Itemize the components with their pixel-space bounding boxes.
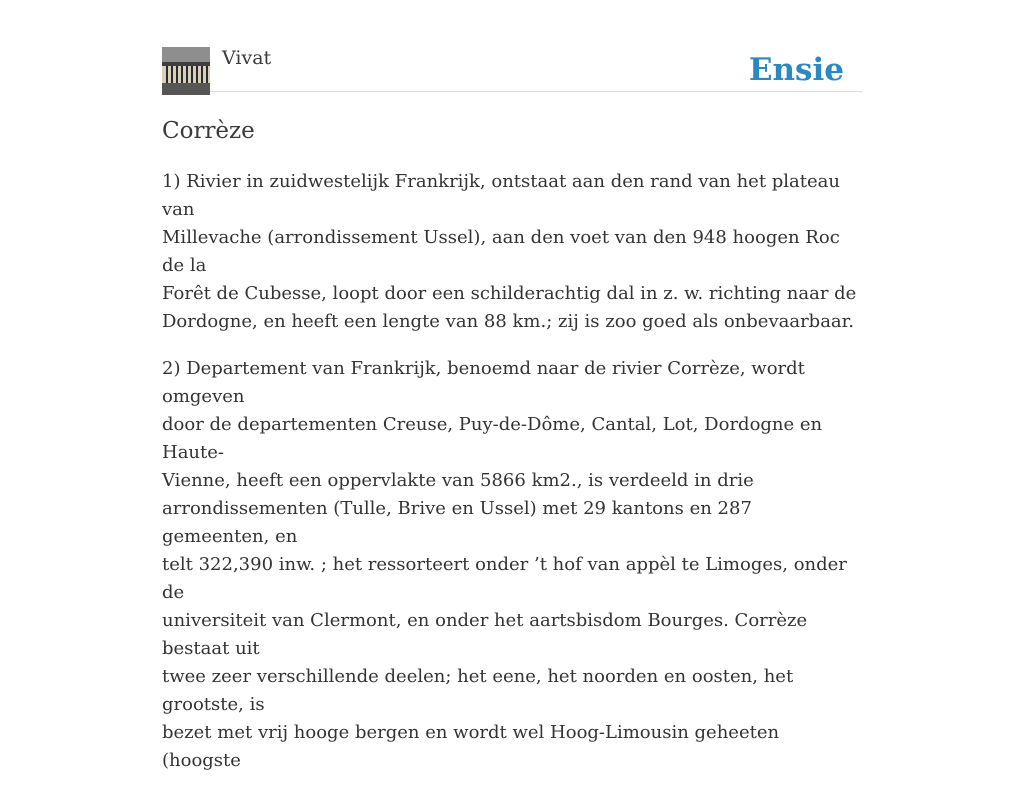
paragraph-2: 2) Departement van Frankrijk, benoemd naar de rivier Corrèze, wordt omgeven door de departementen Creuse, Puy-de-Dôme, Cantal, Lot, Dordogne en Haute- Vienne, heeft een oppervlakte van 5866 km2., is verdeeld in drie arrondissementen (Tulle, Brive en Ussel) met 29 kantons en 287 gemeenten, en telt 322,390 inw. ; het ressorteert onder ’t hof van appèl te Limoges, onder de universiteit van Clermont, en onder het aartsbisdom Bourges. Corrèze bestaat uit twee zeer verschillende deelen; het eene, het noorden en oosten, het grootste, is bezet met vrij hooge bergen en wordt wel Hoog-Limousin geheeten (hoogste — [162, 358, 847, 771]
page-header — [162, 46, 862, 92]
author-avatar[interactable] — [162, 47, 210, 95]
author-name[interactable]: Vivat — [222, 47, 272, 69]
avatar-image-icon — [162, 47, 210, 95]
article-body — [162, 168, 862, 794]
brand-logo[interactable]: Ensie — [748, 52, 844, 88]
paragraph-1: 1) Rivier in zuidwestelijk Frankrijk, ontstaat aan den rand van het plateau van Millevache (arrondissement Ussel), aan den voet van den 948 hoogen Roc de la Forêt de Cubesse, loopt door een schilderachtig dal in z. w. richting naar de Dordogne, en heeft een lengte van 88 km.; zij is zoo goed als onbevaarbaar. — [162, 171, 857, 332]
page-title: Corrèze — [162, 118, 255, 144]
